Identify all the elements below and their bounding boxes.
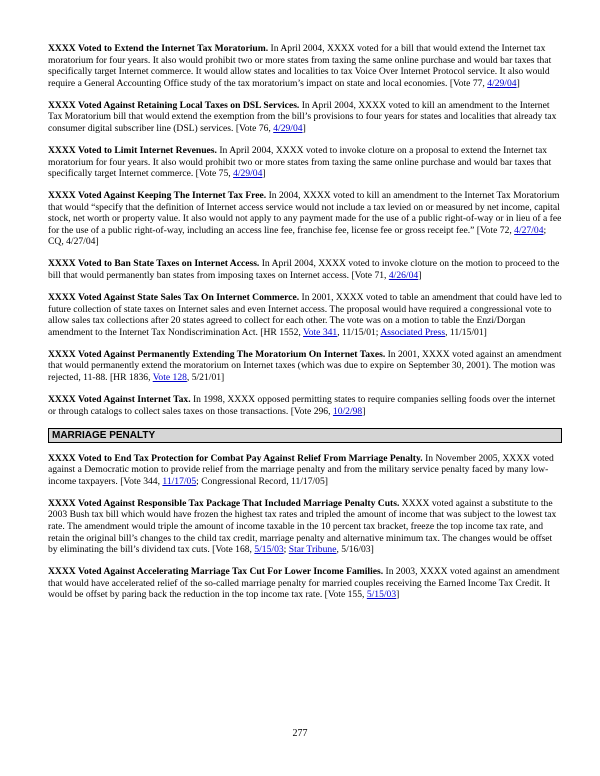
entry-tail: ] bbox=[262, 168, 266, 180]
vote-date-link[interactable]: 4/26/04 bbox=[388, 270, 419, 282]
section-header-marriage-penalty: MARRIAGE PENALTY bbox=[48, 428, 562, 443]
entry-body: XXXX voted against a substitute to the 2003 Bush tax bill which would have frozen the highest tax rates and tripled the amount of income that was subject to the lowest tax rate. The amendment would triple the amount of income taxable in the 10 percent tax bracket, freeze the top income tax rate, and retain the original bill’s changes to the child tax credit, marriage penalty and alternative minimum tax. The changes would be offset by eliminating the bill’s dividend tax cuts. [Vote 168, bbox=[48, 497, 557, 556]
entry-state-sales-tax bbox=[48, 292, 562, 338]
entry-tail: ] bbox=[396, 589, 400, 601]
entry-tail: , 5/21/01] bbox=[186, 372, 225, 383]
vote-link[interactable]: Vote 341 bbox=[303, 326, 338, 338]
entry-title: XXXX Voted to End Tax Protection for Combat Pay Against Relief From Marriage Penalty. bbox=[48, 452, 423, 464]
page-number: 277 bbox=[292, 728, 308, 739]
entry-body: In 2003, XXXX voted against an amendment that would have accelerated relief of the so-called marriage penalty for married couples receiving the Earned Income Tax Credit. It would be offset by paring back the reduction in the top income tax rate. [Vote 155, bbox=[48, 566, 560, 601]
entry-tail: ; CQ, 4/27/04] bbox=[48, 224, 547, 248]
entry-title: XXXX Voted to Extend the Internet Tax Moratorium. bbox=[48, 43, 269, 54]
entry-title: XXXX Voted Against Responsible Tax Package That Included Marriage Penalty Cuts. bbox=[48, 497, 400, 509]
entry-mid: , 11/15/01; bbox=[337, 326, 381, 338]
entry-tail: , 5/16/03] bbox=[336, 544, 374, 556]
entry-title: XXXX Voted Against Accelerating Marriage Tax Cut For Lower Income Families. bbox=[48, 566, 384, 578]
entry-body: In April 2004, XXXX voted to invoke cloture on a proposal to extend the Internet tax moratorium for four years. It also would prohibit two or more states from taxing the same online purchase and would bar taxes that specifically target Internet commerce. [Vote 75, bbox=[48, 144, 552, 180]
entry-body: In April 2004, XXXX voted for a bill that would extend the Internet tax moratorium for four years. It also would prohibit two or more states from taxing the same online purchase and would bar taxes that specifically target Internet commerce. It would allow states and localities to tax Voice Over Internet Protocol service. It also would require a General Accounting Office study of the tax moratorium’s impact on state and local economies. [Vote 77, bbox=[48, 43, 552, 89]
vote-date-link[interactable]: 10/2/98 bbox=[332, 405, 363, 417]
vote-date-link[interactable]: 5/15/03 bbox=[366, 589, 397, 601]
vote-date-link[interactable]: 5/15/03 bbox=[254, 544, 284, 556]
entry-keep-tax-free bbox=[48, 190, 562, 248]
source-link[interactable]: Associated Press bbox=[380, 326, 446, 338]
entry-responsible-tax-package bbox=[48, 498, 562, 556]
entry-title: XXXX Voted Against Internet Tax. bbox=[48, 393, 191, 405]
entry-body: In April 2004, XXXX voted to invoke cloture on the motion to proceed to the bill that would permanently ban states from imposing taxes on Internet access. [Vote 71, bbox=[48, 258, 560, 282]
entry-title: XXXX Voted Against State Sales Tax On Internet Commerce. bbox=[48, 292, 300, 304]
entry-extend-moratorium bbox=[48, 43, 562, 89]
entry-ban-state-taxes bbox=[48, 258, 562, 281]
entry-body: In 2001, XXXX voted against an amendment that would permanently extend the moratorium on Internet taxes (which was due to expire on September 30, 2001). The motion was rejected, 11-88. [HR 1836, bbox=[48, 348, 562, 383]
entry-combat-pay bbox=[48, 453, 562, 488]
entry-accelerate-marriage-cut bbox=[48, 566, 562, 601]
entry-title: XXXX Voted Against Retaining Local Taxes on DSL Services. bbox=[48, 99, 300, 111]
entry-title: XXXX Voted Against Keeping The Internet Tax Free. bbox=[48, 190, 267, 202]
entry-body: In 2001, XXXX voted to table an amendment that could have led to future collection of state taxes on Internet sales and even Internet access. The proposal would have required a congressional vote to allow sales tax collections after 20 states agreed to collect for each other. The vote was on a motion to table the Enzi/Dorgan amendment to the Internet Tax Nondiscrimination Act. [HR 1552, bbox=[48, 292, 562, 338]
vote-date-link[interactable]: 11/17/05 bbox=[162, 475, 197, 487]
entry-tail: ] bbox=[418, 270, 422, 282]
entry-title: XXXX Voted to Limit Internet Revenues. bbox=[48, 144, 217, 156]
entry-dsl-taxes bbox=[48, 100, 562, 135]
vote-date-link[interactable]: 4/29/04 bbox=[487, 77, 517, 89]
entry-body: In November 2005, XXXX voted against a Democratic motion to provide relief from the marriage penalty and from the military service penalty faced by many low-income taxpayers. [Vote 344, bbox=[48, 452, 554, 487]
entry-body: In April 2004, XXXX voted to kill an amendment to the Internet Tax Moratorium bill that would extend the exemption from the bill’s provisions to four years for states and localities that already tax consumer digital subscriber line (DSL) services. [Vote 76, bbox=[48, 99, 557, 134]
entry-internet-tax bbox=[48, 394, 562, 417]
entry-tail: ; Congressional Record, 11/17/05] bbox=[196, 475, 328, 487]
entry-title: XXXX Voted Against Permanently Extending The Moratorium On Internet Taxes. bbox=[48, 348, 386, 360]
vote-date-link[interactable]: 4/27/04 bbox=[514, 224, 544, 236]
entry-body: In 1998, XXXX opposed permitting states to require companies selling foods over the internet or through catalogs to collect sales taxes on those transactions. [Vote 296, bbox=[48, 393, 556, 417]
vote-date-link[interactable]: 4/29/04 bbox=[233, 168, 263, 180]
page-content bbox=[48, 43, 562, 611]
entry-tail: ] bbox=[302, 122, 306, 134]
entry-mid: ; bbox=[283, 544, 289, 556]
source-link[interactable]: Star Tribune bbox=[288, 544, 337, 556]
entry-tail: ] bbox=[362, 405, 366, 417]
entry-limit-revenues bbox=[48, 145, 562, 180]
entry-permanent-moratorium bbox=[48, 349, 562, 384]
entry-tail: , 11/15/01] bbox=[445, 326, 487, 338]
entry-tail: ] bbox=[516, 77, 520, 89]
entry-body: In 2004, XXXX voted to kill an amendment to the Internet Tax Moratorium that would “specify that the definition of Internet access service would not include a tax levied on or measured by net income, capital stock, net worth or property value. It also would not apply to any payment made for the use of a public right-of-way or in lieu of a fee for the use of a public right-of-way, including an access line fee, franchise fee, license fee or gross receipt fee.” [Vote 72, bbox=[48, 190, 562, 236]
vote-link[interactable]: Vote 128 bbox=[152, 372, 187, 383]
entry-title: XXXX Voted to Ban State Taxes on Internet Access. bbox=[48, 258, 260, 270]
vote-date-link[interactable]: 4/29/04 bbox=[273, 122, 303, 134]
